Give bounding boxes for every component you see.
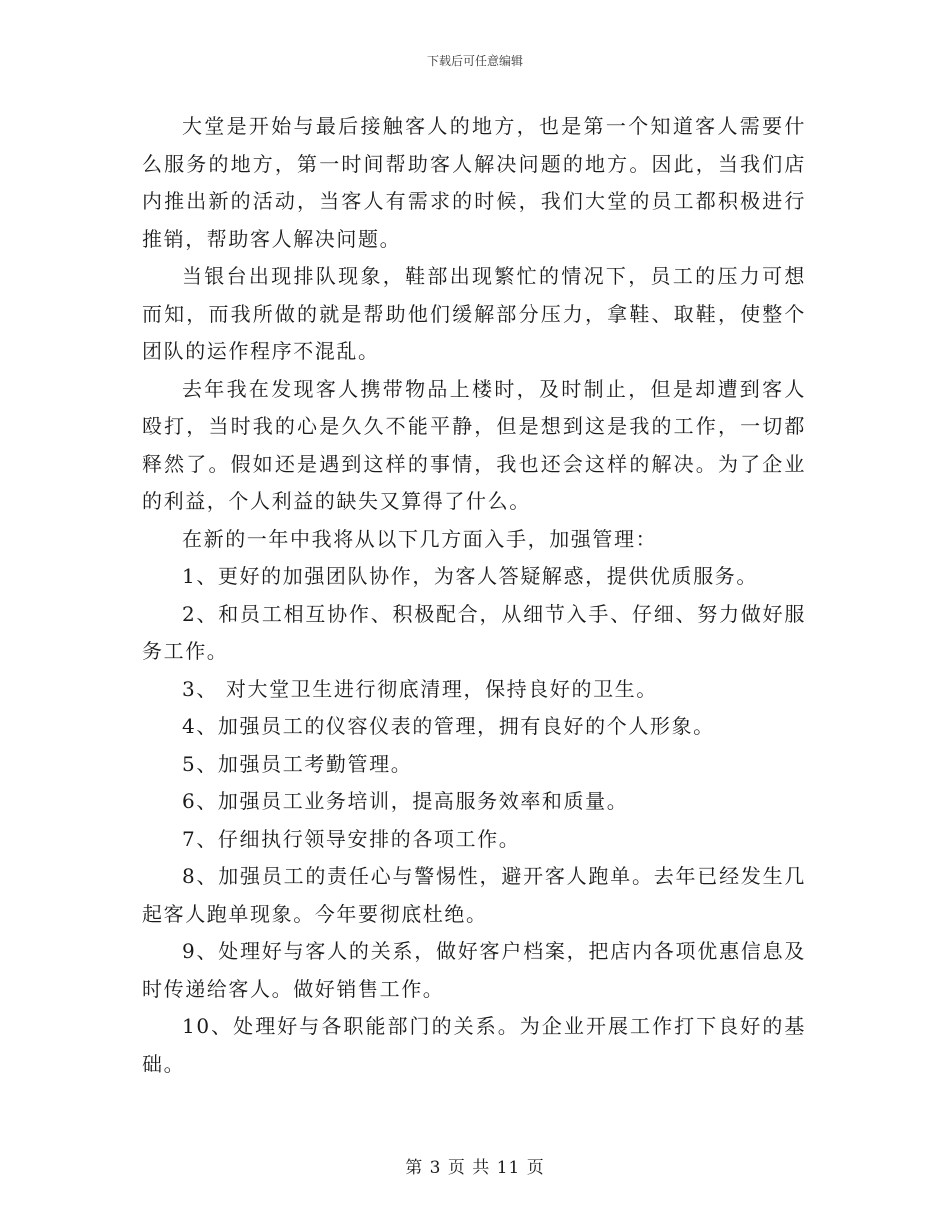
list-item-4: 4、加强员工的仪容仪表的管理，拥有良好的个人形象。: [182, 714, 715, 738]
list-item-3: 3、 对大堂卫生进行彻底清理，保持良好的卫生。: [182, 676, 658, 701]
document-body: [142, 108, 806, 1083]
paragraph-lobby-role: 大堂是开始与最后接触客人的地方，也是第一个知道客人需要什么服务的地方，第一时间帮助客人解决问题的地方。因此，当我们店内推出新的活动，当客人有需求的时候，我们大堂的员工都积极进行推销，帮助客人解决问题。: [142, 114, 806, 251]
list-item-6: 6、加强员工业务培训，提高服务效率和质量。: [182, 789, 629, 813]
list-item-7: 7、仔细执行领导安排的各项工作。: [182, 826, 521, 851]
list-item-8: 8、加强员工的责任心与警惕性，避开客人跑单。去年已经发生几起客人跑单现象。今年要彻底杜绝。: [142, 864, 806, 926]
page-number-footer: 第 3 页 共 11 页: [405, 1158, 545, 1178]
page-header: 下载后可任意编辑: [426, 54, 523, 68]
paragraph-busy-times: 当银台出现排队现象，鞋部出现繁忙的情况下，员工的压力可想而知，而我所做的就是帮助他们缓解部分压力，拿鞋、取鞋，使整个团队的运作程序不混乱。: [142, 264, 806, 363]
list-item-9: 9、处理好与客人的关系，做好客户档案，把店内各项优惠信息及时传递给客人。做好销售工作。: [142, 939, 806, 1001]
list-item-5: 5、加强员工考勤管理。: [182, 751, 413, 776]
paragraph-incident: 去年我在发现客人携带物品上楼时，及时制止，但是却遭到客人殴打，当时我的心是久久不能平静，但是想到这是我的工作，一切都释然了。假如还是遇到这样的事情，我也还会这样的解决。为了企业的利益，个人利益的缺失又算得了什么。: [142, 376, 806, 513]
list-item-2: 2、和员工相互协作、积极配合，从细节入手、仔细、努力做好服务工作。: [142, 601, 806, 663]
list-item-1: 1、更好的加强团队协作，为客人答疑解惑，提供优质服务。: [182, 564, 758, 588]
list-item-10: 10、处理好与各职能部门的关系。为企业开展工作打下良好的基础。: [142, 1014, 806, 1076]
paragraph-plan-intro: 在新的一年中我将从以下几方面入手，加强管理：: [182, 526, 658, 551]
